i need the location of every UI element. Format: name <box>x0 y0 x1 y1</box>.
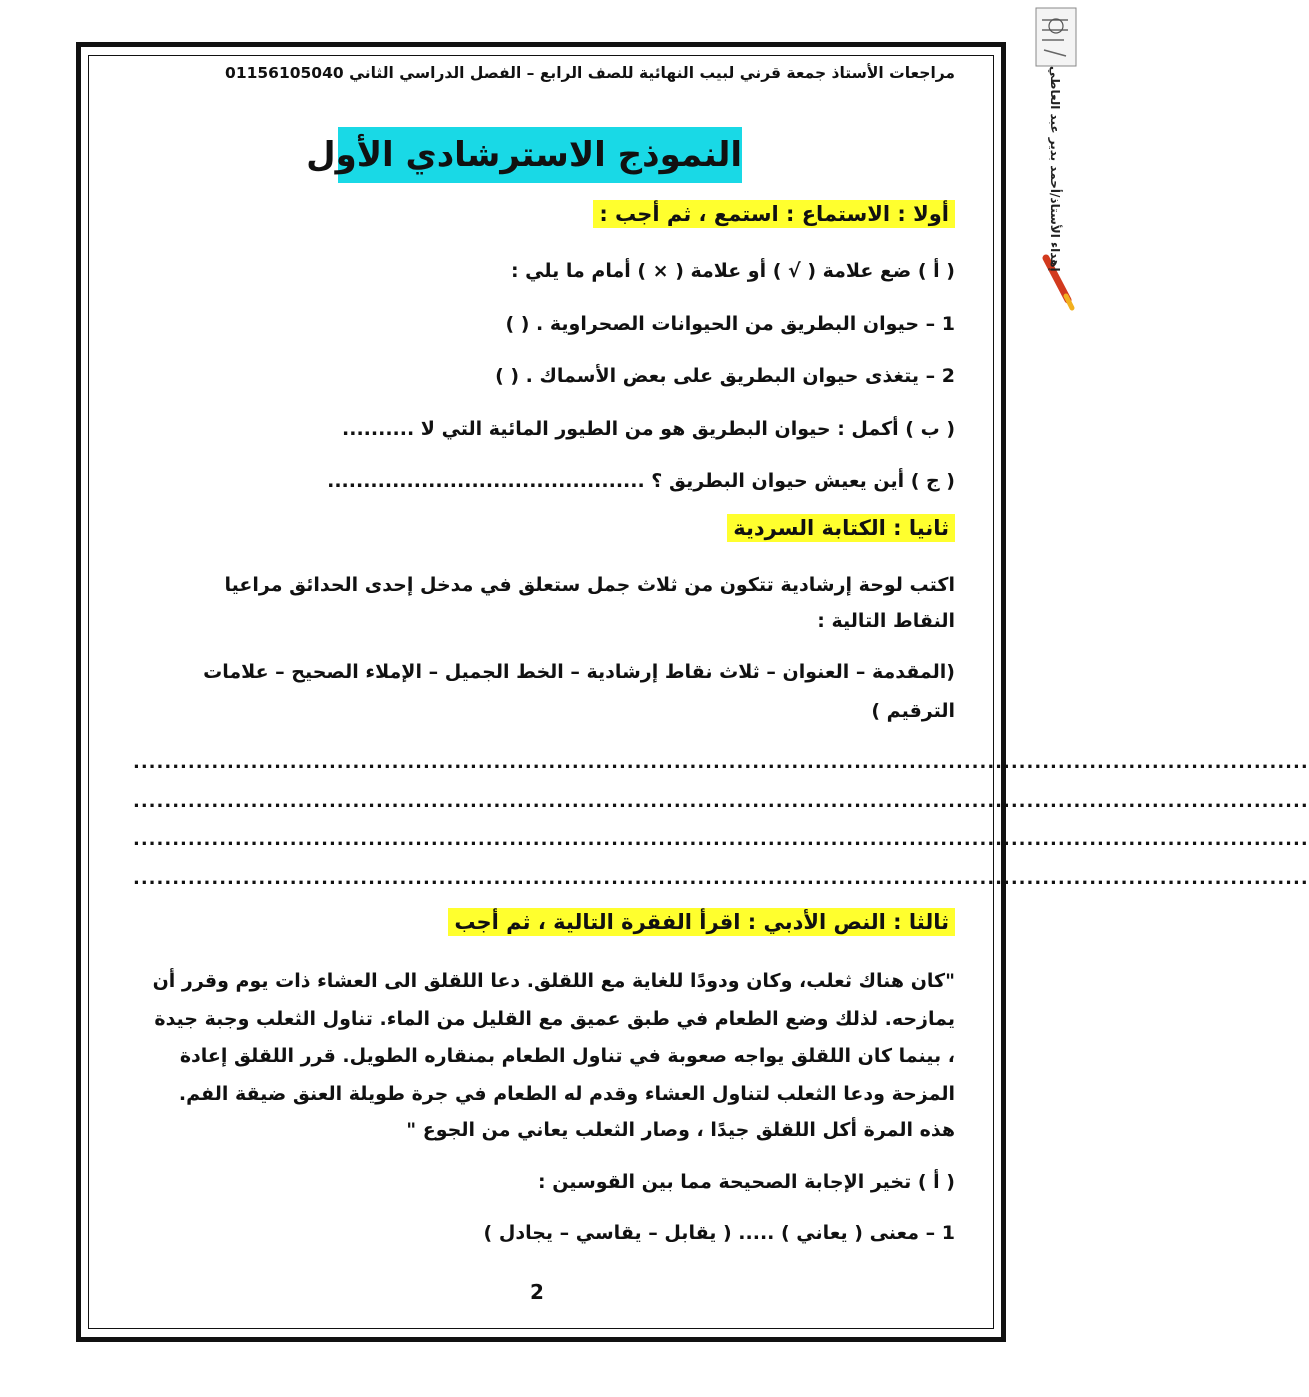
page-title: النموذج الاسترشادي الأول <box>338 127 742 183</box>
page-header: مراجعات الأستاذ جمعة قرني لبيب النهائية للصف الرابع – الفصل الدراسي الثاني 01156105040 <box>225 64 955 82</box>
writing-points-line-1: (المقدمة – العنوان – ثلاث نقاط إرشادية – الخط الجميل – الإملاء الصحيح – علامات <box>203 661 955 683</box>
passage-line: المزحة ودعا الثعلب لتناول العشاء وقدم له الطعام في جرة طويلة العنق ضيقة الفم. <box>178 1083 955 1105</box>
answer-line: ...................................................................................................................................................... <box>133 868 1309 889</box>
literary-question-a: ( أ ) تخير الإجابة الصحيحة مما بين القوسين : <box>538 1171 955 1193</box>
passage-line: يمازحه. لذلك وضع الطعام في طبق عميق مع القليل من الماء. تناول الثعلب وجبة جيدة <box>154 1008 955 1030</box>
side-credit: إهداء الأستاذ/أحمد بدير عبد العاطي <box>1048 66 1062 272</box>
passage-line: ، بينما كان اللقلق يواجه صعوبة في تناول الطعام بمنقاره الطويل. قرر اللقلق إعادة <box>179 1045 955 1067</box>
literary-item-1: 1 – معنى ( يعاني ) ..... ( يقابل – يقاسي – يجادل ) <box>483 1222 955 1244</box>
writing-prompt-line-2: النقاط التالية : <box>817 610 955 632</box>
section-writing-heading: ثانيا : الكتابة السردية <box>727 516 955 540</box>
writing-prompt-line-1: اكتب لوحة إرشادية تتكون من ثلاث جمل ستعلق في مدخل إحدى الحدائق مراعيا <box>224 574 955 596</box>
section-literary-text-heading: ثالثا : النص الأدبي : اقرأ الفقرة التالية ، ثم أجب <box>448 910 955 934</box>
listening-question-c: ( ج ) أين يعيش حيوان البطريق ؟ ............................................ <box>327 470 955 492</box>
page-number: 2 <box>530 1280 544 1304</box>
passage-line: هذه المرة أكل اللقلق جيدًا ، وصار الثعلب يعاني من الجوع " <box>406 1119 955 1141</box>
listening-question-a: ( أ ) ضع علامة ( √ ) أو علامة ( × ) أمام ما يلي : <box>510 260 955 282</box>
listening-question-b: ( ب ) أكمل : حيوان البطريق هو من الطيور المائية التي لا .......... <box>342 418 955 440</box>
answer-line: ...................................................................................................................................................... <box>133 791 1309 812</box>
answer-line: ...................................................................................................................................................... <box>133 829 1309 850</box>
writing-points-line-2: الترقيم ) <box>871 700 955 722</box>
listening-item-1: 1 – حيوان البطريق من الحيوانات الصحراوية . ( ) <box>505 313 955 335</box>
passage-line: "كان هناك ثعلب، وكان ودودًا للغاية مع اللقلق. دعا اللقلق الى العشاء ذات يوم وقرر أن <box>152 970 955 992</box>
answer-line: ...................................................................................................................................................... <box>133 752 1309 773</box>
section-listening-heading: أولا : الاستماع : استمع ، ثم أجب : <box>593 202 955 226</box>
listening-item-2: 2 – يتغذى حيوان البطريق على بعض الأسماك . ( ) <box>495 365 955 387</box>
